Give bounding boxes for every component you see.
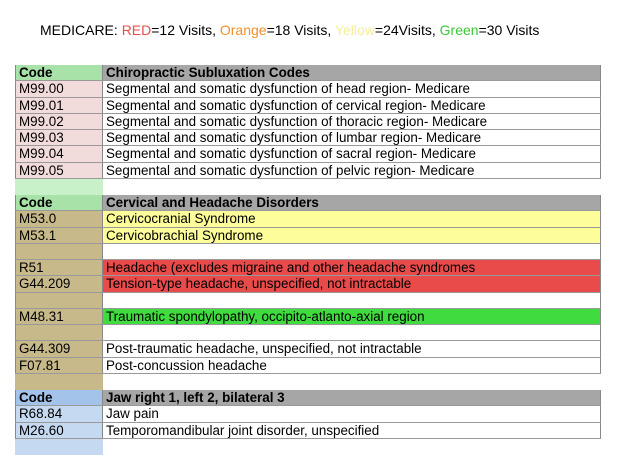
table-row bbox=[15, 244, 601, 260]
legend-green-rest: =30 Visits bbox=[478, 22, 540, 38]
description-cell: Jaw pain bbox=[103, 406, 601, 421]
description-cell: Segmental and somatic dysfunction of sacral region- Medicare bbox=[103, 146, 601, 161]
column-header-code: Code bbox=[15, 390, 103, 405]
legend-yellow-word: Yellow bbox=[334, 22, 375, 38]
table-row bbox=[15, 406, 601, 422]
table-row bbox=[15, 228, 601, 244]
description-cell: Segmental and somatic dysfunction of pelvic region- Medicare bbox=[103, 163, 601, 178]
spacer-row bbox=[15, 374, 601, 390]
code-cell: M48.31 bbox=[15, 309, 103, 324]
legend-red-word: RED bbox=[121, 22, 152, 38]
description-cell bbox=[103, 325, 601, 340]
spacer-row bbox=[15, 439, 601, 455]
code-cell: R51 bbox=[15, 260, 103, 275]
legend-orange-word: Orange bbox=[219, 22, 267, 38]
table-row bbox=[15, 163, 601, 179]
description-cell: Cervicobrachial Syndrome bbox=[103, 228, 601, 243]
code-cell: R68.84 bbox=[15, 406, 103, 421]
code-cell bbox=[15, 325, 103, 340]
code-cell: G44.309 bbox=[15, 341, 103, 356]
code-cell: M99.00 bbox=[15, 81, 103, 96]
table-row bbox=[15, 325, 601, 341]
section-title: Chiropractic Subluxation Codes bbox=[103, 65, 601, 80]
table-row bbox=[15, 341, 601, 357]
section-header-row bbox=[15, 390, 601, 406]
legend-orange-rest: =18 Visits, bbox=[266, 22, 335, 38]
description-cell: Post-traumatic headache, unspecified, not intractable bbox=[103, 341, 601, 356]
legend-green-word: Green bbox=[439, 22, 479, 38]
spacer-cell bbox=[103, 374, 601, 390]
column-header-code: Code bbox=[15, 195, 103, 210]
description-cell: Cervicocranial Syndrome bbox=[103, 211, 601, 226]
table-row bbox=[15, 293, 601, 309]
table-row bbox=[15, 423, 601, 439]
table-row bbox=[15, 81, 601, 97]
code-cell: M99.04 bbox=[15, 146, 103, 161]
legend-red-rest: =12 Visits, bbox=[151, 22, 220, 38]
legend-prefix: MEDICARE: bbox=[40, 22, 122, 38]
code-cell bbox=[15, 244, 103, 259]
code-cell bbox=[15, 293, 103, 308]
table-row bbox=[15, 276, 601, 292]
description-cell bbox=[103, 244, 601, 259]
table-row bbox=[15, 358, 601, 374]
table-row bbox=[15, 260, 601, 276]
spacer-cell bbox=[15, 439, 103, 455]
spacer-cell bbox=[103, 439, 601, 455]
table-row bbox=[15, 98, 601, 114]
description-cell: Post-concussion headache bbox=[103, 358, 601, 373]
legend-yellow-rest: =24Visits, bbox=[374, 22, 440, 38]
description-cell: Segmental and somatic dysfunction of lumbar region- Medicare bbox=[103, 130, 601, 145]
section-title: Cervical and Headache Disorders bbox=[103, 195, 601, 210]
code-cell: F07.81 bbox=[15, 358, 103, 373]
column-header-code: Code bbox=[15, 65, 103, 80]
description-cell: Headache (excludes migraine and other headache syndromes bbox=[103, 260, 601, 275]
code-cell: M99.05 bbox=[15, 163, 103, 178]
code-cell: G44.209 bbox=[15, 276, 103, 291]
section-title: Jaw right 1, left 2, bilateral 3 bbox=[103, 390, 601, 405]
description-cell: Segmental and somatic dysfunction of head region- Medicare bbox=[103, 81, 601, 96]
code-cell: M53.0 bbox=[15, 211, 103, 226]
spacer-row bbox=[15, 179, 601, 195]
table-row bbox=[15, 114, 601, 130]
table-row bbox=[15, 130, 601, 146]
code-cell: M53.1 bbox=[15, 228, 103, 243]
code-cell: M99.02 bbox=[15, 114, 103, 129]
description-cell: Traumatic spondylopathy, occipito-atlanto-axial region bbox=[103, 309, 601, 324]
code-cell: M99.03 bbox=[15, 130, 103, 145]
diagnosis-code-table bbox=[15, 65, 601, 455]
spacer-cell bbox=[103, 179, 601, 195]
spacer-cell bbox=[15, 374, 103, 390]
description-cell: Segmental and somatic dysfunction of thoracic region- Medicare bbox=[103, 114, 601, 129]
section-header-row bbox=[15, 195, 601, 211]
medicare-visits-legend bbox=[40, 22, 539, 38]
description-cell: Temporomandibular joint disorder, unspecified bbox=[103, 423, 601, 438]
description-cell: Tension-type headache, unspecified, not intractable bbox=[103, 276, 601, 291]
code-cell: M99.01 bbox=[15, 98, 103, 113]
description-cell: Segmental and somatic dysfunction of cervical region- Medicare bbox=[103, 98, 601, 113]
table-row bbox=[15, 309, 601, 325]
table-row bbox=[15, 146, 601, 162]
table-row bbox=[15, 211, 601, 227]
description-cell bbox=[103, 293, 601, 308]
code-cell: M26.60 bbox=[15, 423, 103, 438]
section-header-row bbox=[15, 65, 601, 81]
spacer-cell bbox=[15, 179, 103, 195]
